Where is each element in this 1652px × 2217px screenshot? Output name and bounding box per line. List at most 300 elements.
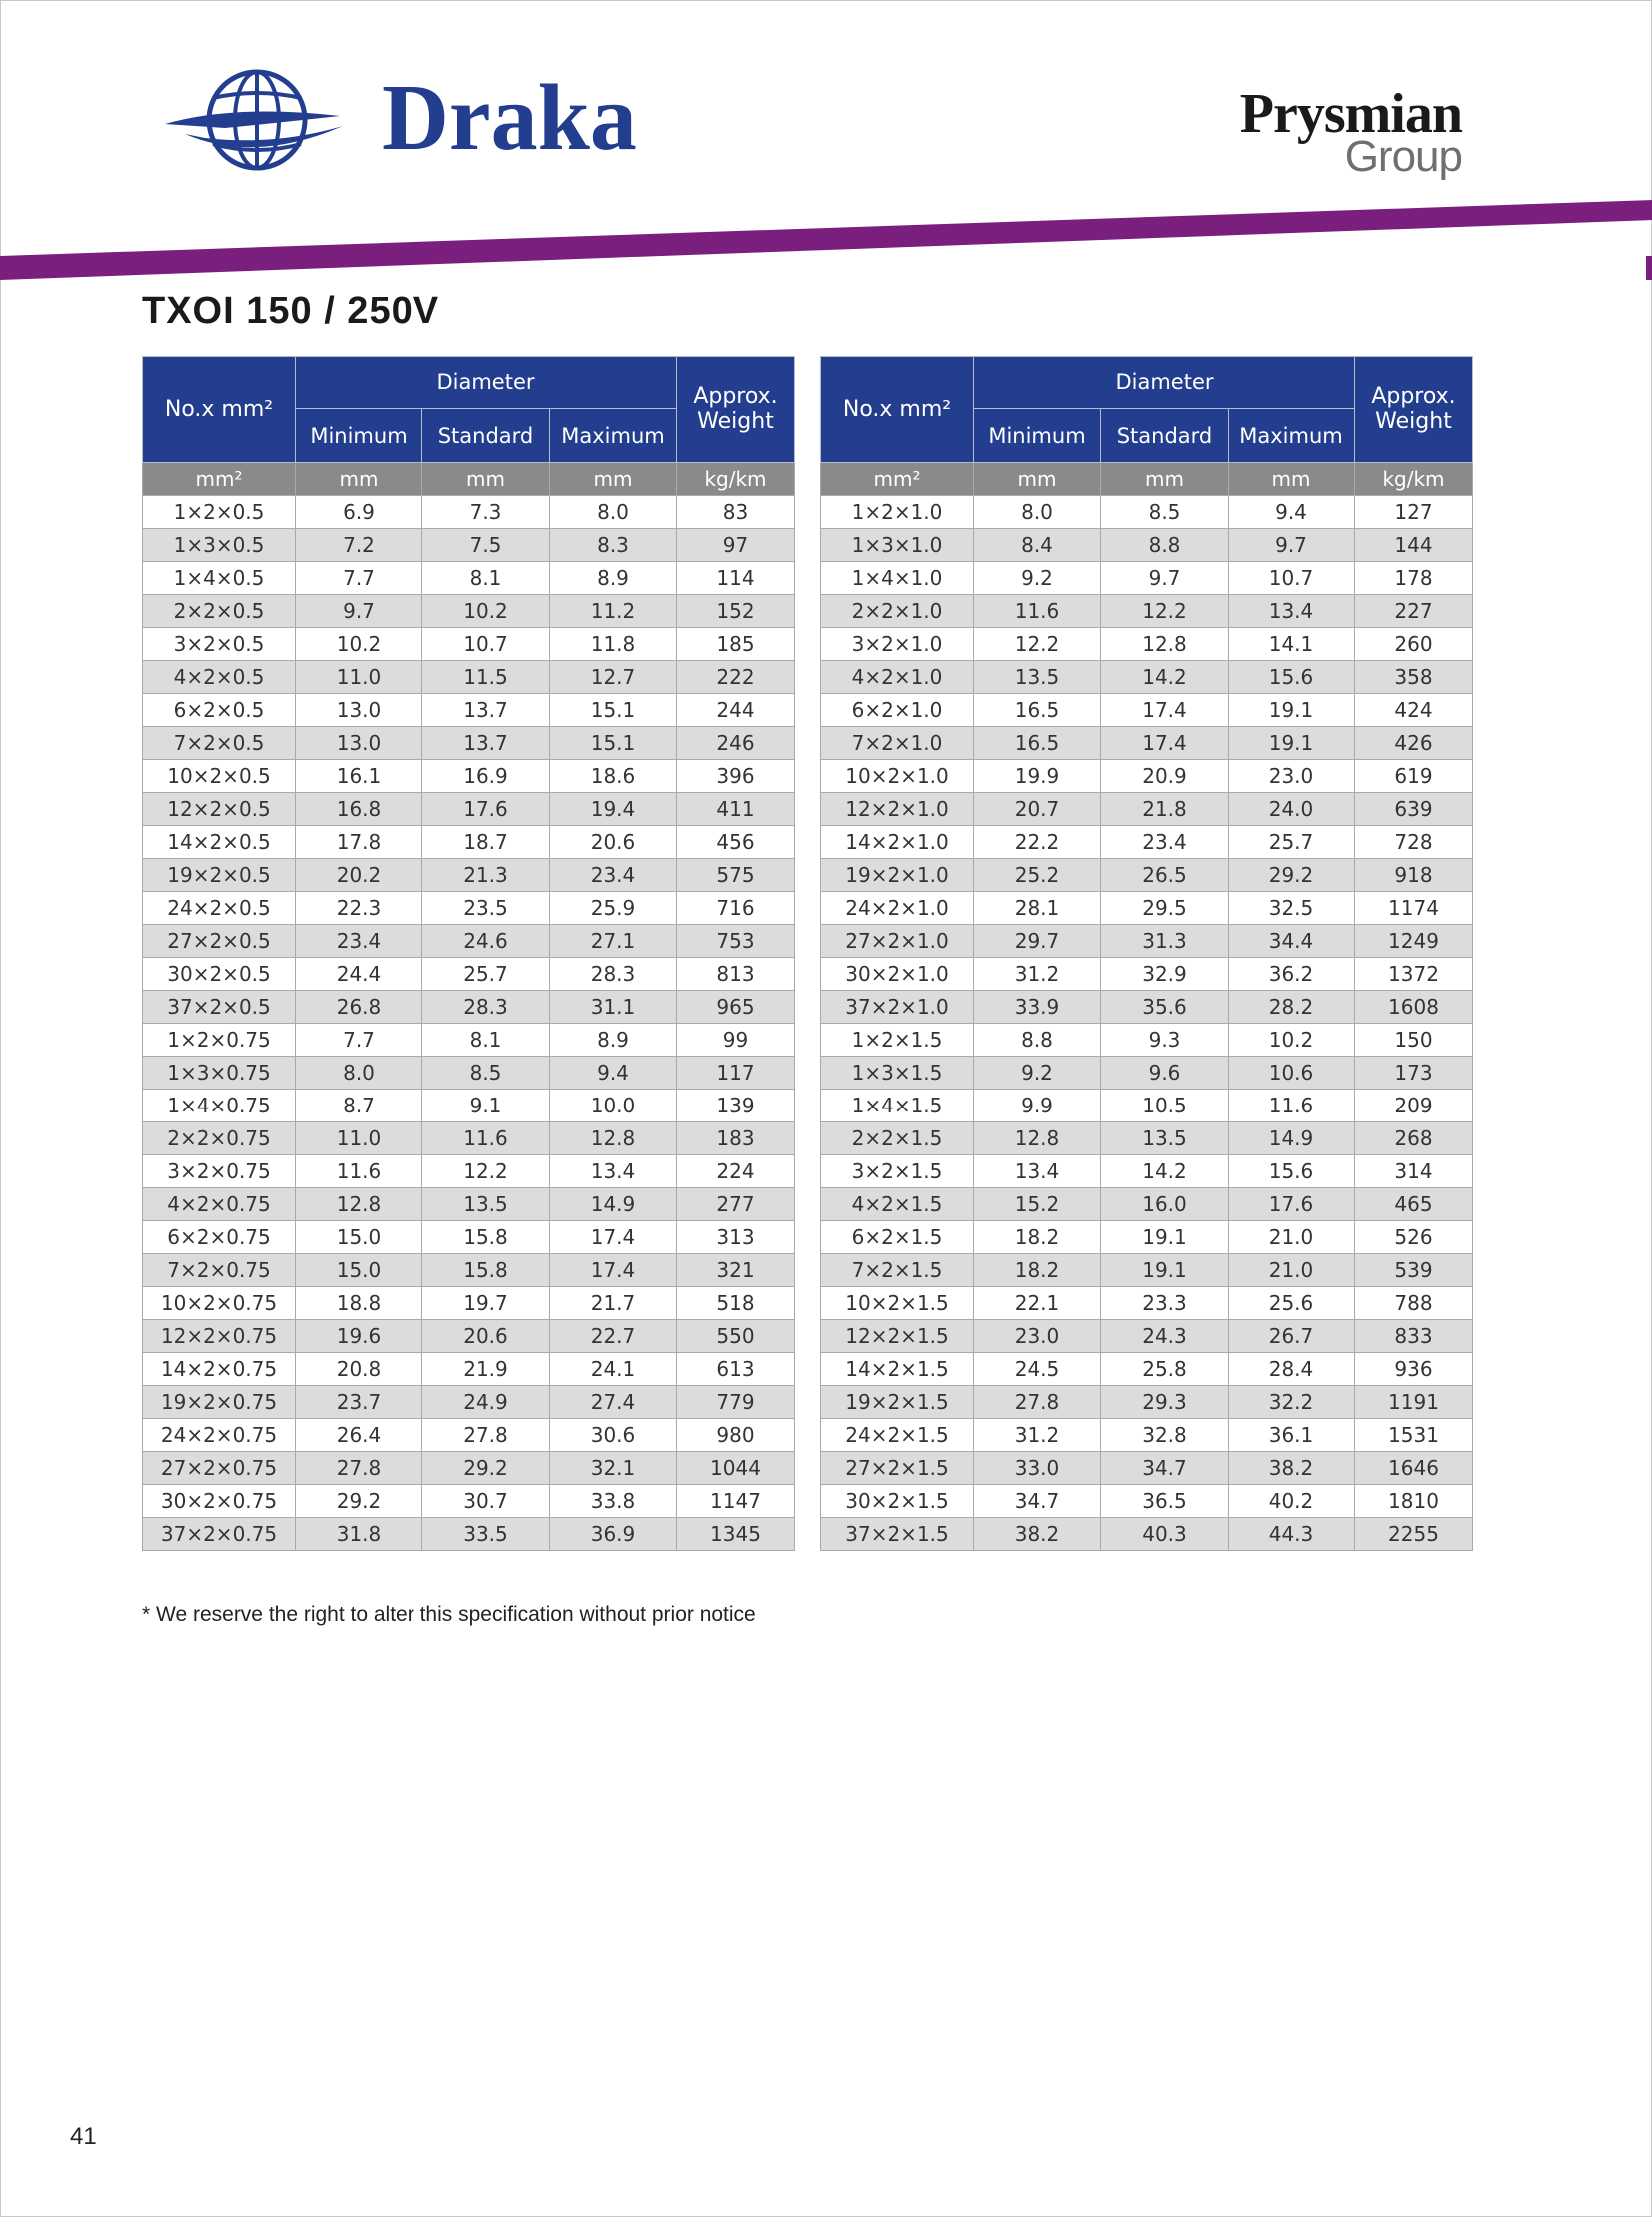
table-cell: 23.7 bbox=[296, 1386, 422, 1419]
table-row bbox=[143, 859, 795, 892]
table-cell: 1×2×1.0 bbox=[821, 496, 974, 529]
table-cell: 550 bbox=[677, 1320, 795, 1353]
table-cell: 10×2×1.0 bbox=[821, 760, 974, 793]
table-row bbox=[143, 1254, 795, 1287]
table-row bbox=[821, 760, 1473, 793]
table-cell: 34.7 bbox=[974, 1485, 1101, 1518]
table-cell: 8.9 bbox=[550, 1024, 677, 1057]
unit-cell: mm bbox=[1229, 463, 1355, 496]
table-cell: 6×2×1.5 bbox=[821, 1221, 974, 1254]
table-row bbox=[821, 1485, 1473, 1518]
table-cell: 15.0 bbox=[296, 1254, 422, 1287]
table-cell: 8.4 bbox=[974, 529, 1101, 562]
header-minimum: Minimum bbox=[974, 409, 1101, 463]
table-cell: 575 bbox=[677, 859, 795, 892]
table-cell: 526 bbox=[1355, 1221, 1473, 1254]
table-cell: 7×2×0.5 bbox=[143, 727, 296, 760]
table-cell: 813 bbox=[677, 958, 795, 991]
table-cell: 23.0 bbox=[1229, 760, 1355, 793]
table-row bbox=[143, 1090, 795, 1122]
table-cell: 8.0 bbox=[296, 1057, 422, 1090]
table-cell: 9.4 bbox=[1229, 496, 1355, 529]
table-cell: 1044 bbox=[677, 1452, 795, 1485]
table-row bbox=[143, 1057, 795, 1090]
table-cell: 31.1 bbox=[550, 991, 677, 1024]
table-cell: 918 bbox=[1355, 859, 1473, 892]
table-cell: 20.7 bbox=[974, 793, 1101, 826]
table-cell: 426 bbox=[1355, 727, 1473, 760]
table-cell: 7×2×1.0 bbox=[821, 727, 974, 760]
table-cell: 244 bbox=[677, 694, 795, 727]
table-cell: 20.9 bbox=[1101, 760, 1229, 793]
table-row bbox=[143, 496, 795, 529]
table-cell: 28.2 bbox=[1229, 991, 1355, 1024]
table-cell: 518 bbox=[677, 1287, 795, 1320]
table-cell: 209 bbox=[1355, 1090, 1473, 1122]
table-row bbox=[821, 595, 1473, 628]
table-cell: 20.6 bbox=[550, 826, 677, 859]
table-cell: 44.3 bbox=[1229, 1518, 1355, 1551]
table-cell: 32.9 bbox=[1101, 958, 1229, 991]
header-standard: Standard bbox=[422, 409, 550, 463]
table-cell: 7.2 bbox=[296, 529, 422, 562]
table-row bbox=[821, 1386, 1473, 1419]
table-cell: 7.7 bbox=[296, 562, 422, 595]
table-cell: 27×2×0.75 bbox=[143, 1452, 296, 1485]
table-cell: 152 bbox=[677, 595, 795, 628]
table-row bbox=[143, 760, 795, 793]
table-cell: 36.5 bbox=[1101, 1485, 1229, 1518]
table-row bbox=[821, 661, 1473, 694]
table-cell: 28.3 bbox=[550, 958, 677, 991]
table-cell: 127 bbox=[1355, 496, 1473, 529]
table-cell: 27.4 bbox=[550, 1386, 677, 1419]
table-cell: 24.6 bbox=[422, 925, 550, 958]
table-cell: 15.6 bbox=[1229, 1155, 1355, 1188]
table-cell: 4×2×0.75 bbox=[143, 1188, 296, 1221]
table-row bbox=[143, 826, 795, 859]
table-cell: 15.8 bbox=[422, 1221, 550, 1254]
table-cell: 16.0 bbox=[1101, 1188, 1229, 1221]
group-logo-text: Group bbox=[1344, 132, 1462, 181]
table-row bbox=[143, 1122, 795, 1155]
unit-cell: kg/km bbox=[1355, 463, 1473, 496]
table-cell: 19.6 bbox=[296, 1320, 422, 1353]
table-cell: 10.2 bbox=[296, 628, 422, 661]
table-cell: 17.4 bbox=[1101, 694, 1229, 727]
table-cell: 36.9 bbox=[550, 1518, 677, 1551]
table-cell: 29.2 bbox=[296, 1485, 422, 1518]
table-cell: 30×2×0.75 bbox=[143, 1485, 296, 1518]
table-cell: 27.8 bbox=[296, 1452, 422, 1485]
table-cell: 456 bbox=[677, 826, 795, 859]
table-cell: 14×2×1.0 bbox=[821, 826, 974, 859]
table-cell: 8.1 bbox=[422, 1024, 550, 1057]
header-diameter: Diameter bbox=[974, 357, 1355, 409]
table-row bbox=[143, 991, 795, 1024]
unit-cell: mm bbox=[296, 463, 422, 496]
table-cell: 358 bbox=[1355, 661, 1473, 694]
table-row bbox=[143, 1386, 795, 1419]
table-cell: 23.0 bbox=[974, 1320, 1101, 1353]
table-cell: 24.5 bbox=[974, 1353, 1101, 1386]
table-row bbox=[821, 694, 1473, 727]
table-cell: 29.5 bbox=[1101, 892, 1229, 925]
table-cell: 29.3 bbox=[1101, 1386, 1229, 1419]
table-cell: 9.7 bbox=[1229, 529, 1355, 562]
table-cell: 7.5 bbox=[422, 529, 550, 562]
table-cell: 23.4 bbox=[296, 925, 422, 958]
table-cell: 25.7 bbox=[422, 958, 550, 991]
table-cell: 6.9 bbox=[296, 496, 422, 529]
table-cell: 24.3 bbox=[1101, 1320, 1229, 1353]
header-conductor: No.x mm² bbox=[143, 357, 296, 463]
table-row bbox=[821, 991, 1473, 1024]
table-cell: 25.8 bbox=[1101, 1353, 1229, 1386]
table-cell: 25.6 bbox=[1229, 1287, 1355, 1320]
table-cell: 1608 bbox=[1355, 991, 1473, 1024]
table-cell: 20.2 bbox=[296, 859, 422, 892]
table-cell: 1372 bbox=[1355, 958, 1473, 991]
table-cell: 10×2×0.5 bbox=[143, 760, 296, 793]
table-cell: 11.6 bbox=[1229, 1090, 1355, 1122]
table-cell: 19×2×1.0 bbox=[821, 859, 974, 892]
table-cell: 99 bbox=[677, 1024, 795, 1057]
table-cell: 17.6 bbox=[422, 793, 550, 826]
table-cell: 18.7 bbox=[422, 826, 550, 859]
table-cell: 17.4 bbox=[550, 1221, 677, 1254]
table-cell: 24×2×1.0 bbox=[821, 892, 974, 925]
table-cell: 12×2×1.0 bbox=[821, 793, 974, 826]
table-cell: 9.2 bbox=[974, 562, 1101, 595]
table-cell: 10.0 bbox=[550, 1090, 677, 1122]
unit-cell: mm² bbox=[821, 463, 974, 496]
table-row bbox=[143, 1024, 795, 1057]
table-row bbox=[821, 1287, 1473, 1320]
table-cell: 10.7 bbox=[1229, 562, 1355, 595]
table-row bbox=[143, 1485, 795, 1518]
table-cell: 14×2×1.5 bbox=[821, 1353, 974, 1386]
table-cell: 965 bbox=[677, 991, 795, 1024]
table-cell: 26.7 bbox=[1229, 1320, 1355, 1353]
table-cell: 12.8 bbox=[550, 1122, 677, 1155]
table-cell: 35.6 bbox=[1101, 991, 1229, 1024]
unit-cell: mm bbox=[550, 463, 677, 496]
table-cell: 227 bbox=[1355, 595, 1473, 628]
table-cell: 12×2×0.5 bbox=[143, 793, 296, 826]
table-cell: 18.6 bbox=[550, 760, 677, 793]
table-cell: 19.1 bbox=[1101, 1221, 1229, 1254]
table-cell: 34.4 bbox=[1229, 925, 1355, 958]
table-cell: 14.2 bbox=[1101, 661, 1229, 694]
table-cell: 321 bbox=[677, 1254, 795, 1287]
table-cell: 3×2×1.0 bbox=[821, 628, 974, 661]
table-row bbox=[143, 1287, 795, 1320]
header-standard: Standard bbox=[1101, 409, 1229, 463]
table-row bbox=[143, 694, 795, 727]
table-cell: 18.2 bbox=[974, 1221, 1101, 1254]
table-cell: 1174 bbox=[1355, 892, 1473, 925]
table-cell: 1×4×1.5 bbox=[821, 1090, 974, 1122]
table-cell: 9.4 bbox=[550, 1057, 677, 1090]
table-cell: 17.6 bbox=[1229, 1188, 1355, 1221]
table-cell: 7×2×0.75 bbox=[143, 1254, 296, 1287]
table-cell: 16.5 bbox=[974, 727, 1101, 760]
table-row bbox=[821, 1518, 1473, 1551]
table-cell: 21.9 bbox=[422, 1353, 550, 1386]
table-cell: 1646 bbox=[1355, 1452, 1473, 1485]
table-cell: 17.4 bbox=[550, 1254, 677, 1287]
table-cell: 26.8 bbox=[296, 991, 422, 1024]
table-cell: 27.8 bbox=[974, 1386, 1101, 1419]
table-cell: 277 bbox=[677, 1188, 795, 1221]
table-cell: 16.9 bbox=[422, 760, 550, 793]
table-cell: 1×4×1.0 bbox=[821, 562, 974, 595]
table-row bbox=[821, 793, 1473, 826]
table-cell: 10.2 bbox=[1229, 1024, 1355, 1057]
table-row bbox=[143, 1188, 795, 1221]
table-cell: 21.7 bbox=[550, 1287, 677, 1320]
unit-row bbox=[821, 463, 1473, 496]
table-cell: 23.4 bbox=[550, 859, 677, 892]
table-cell: 36.1 bbox=[1229, 1419, 1355, 1452]
table-row bbox=[143, 925, 795, 958]
table-row bbox=[821, 826, 1473, 859]
table-cell: 619 bbox=[1355, 760, 1473, 793]
table-cell: 268 bbox=[1355, 1122, 1473, 1155]
table-cell: 28.4 bbox=[1229, 1353, 1355, 1386]
table-row bbox=[821, 1452, 1473, 1485]
table-cell: 260 bbox=[1355, 628, 1473, 661]
table-cell: 24×2×1.5 bbox=[821, 1419, 974, 1452]
table-cell: 14.9 bbox=[1229, 1122, 1355, 1155]
table-cell: 613 bbox=[677, 1353, 795, 1386]
table-cell: 936 bbox=[1355, 1353, 1473, 1386]
table-cell: 11.2 bbox=[550, 595, 677, 628]
table-cell: 14.2 bbox=[1101, 1155, 1229, 1188]
table-cell: 1191 bbox=[1355, 1386, 1473, 1419]
table-cell: 144 bbox=[1355, 529, 1473, 562]
table-row bbox=[821, 1155, 1473, 1188]
table-cell: 117 bbox=[677, 1057, 795, 1090]
table-cell: 2255 bbox=[1355, 1518, 1473, 1551]
table-cell: 9.6 bbox=[1101, 1057, 1229, 1090]
table-cell: 9.9 bbox=[974, 1090, 1101, 1122]
table-cell: 7.7 bbox=[296, 1024, 422, 1057]
table-cell: 3×2×0.5 bbox=[143, 628, 296, 661]
table-cell: 6×2×0.75 bbox=[143, 1221, 296, 1254]
table-row bbox=[821, 892, 1473, 925]
table-row bbox=[821, 1024, 1473, 1057]
header-minimum: Minimum bbox=[296, 409, 422, 463]
table-cell: 31.2 bbox=[974, 958, 1101, 991]
table-cell: 10×2×1.5 bbox=[821, 1287, 974, 1320]
table-cell: 539 bbox=[1355, 1254, 1473, 1287]
table-cell: 728 bbox=[1355, 826, 1473, 859]
table-cell: 183 bbox=[677, 1122, 795, 1155]
table-row bbox=[143, 727, 795, 760]
table-cell: 8.8 bbox=[974, 1024, 1101, 1057]
table-cell: 22.2 bbox=[974, 826, 1101, 859]
unit-row bbox=[143, 463, 795, 496]
table-cell: 13.7 bbox=[422, 694, 550, 727]
table-cell: 11.6 bbox=[974, 595, 1101, 628]
table-cell: 24.1 bbox=[550, 1353, 677, 1386]
table-cell: 10.7 bbox=[422, 628, 550, 661]
table-row bbox=[143, 661, 795, 694]
table-cell: 11.6 bbox=[296, 1155, 422, 1188]
table-cell: 13.0 bbox=[296, 727, 422, 760]
table-cell: 3×2×1.5 bbox=[821, 1155, 974, 1188]
table-row bbox=[143, 1221, 795, 1254]
table-cell: 13.4 bbox=[550, 1155, 677, 1188]
table-cell: 31.2 bbox=[974, 1419, 1101, 1452]
table-cell: 1×4×0.75 bbox=[143, 1090, 296, 1122]
table-cell: 10×2×0.75 bbox=[143, 1287, 296, 1320]
table-cell: 8.3 bbox=[550, 529, 677, 562]
table-cell: 30×2×0.5 bbox=[143, 958, 296, 991]
table-cell: 17.4 bbox=[1101, 727, 1229, 760]
table-cell: 36.2 bbox=[1229, 958, 1355, 991]
prysmian-logo bbox=[1203, 83, 1462, 181]
table-cell: 8.5 bbox=[422, 1057, 550, 1090]
table-cell: 26.4 bbox=[296, 1419, 422, 1452]
table-cell: 8.0 bbox=[550, 496, 677, 529]
table-row bbox=[821, 859, 1473, 892]
table-cell: 779 bbox=[677, 1386, 795, 1419]
table-cell: 139 bbox=[677, 1090, 795, 1122]
table-cell: 32.1 bbox=[550, 1452, 677, 1485]
table-cell: 31.8 bbox=[296, 1518, 422, 1551]
spec-table-left bbox=[142, 356, 795, 1551]
header-diameter: Diameter bbox=[296, 357, 677, 409]
table-cell: 313 bbox=[677, 1221, 795, 1254]
table-cell: 980 bbox=[677, 1419, 795, 1452]
table-cell: 23.5 bbox=[422, 892, 550, 925]
table-cell: 15.1 bbox=[550, 694, 677, 727]
table-cell: 15.0 bbox=[296, 1221, 422, 1254]
table-cell: 21.0 bbox=[1229, 1254, 1355, 1287]
table-cell: 465 bbox=[1355, 1188, 1473, 1221]
table-cell: 19.9 bbox=[974, 760, 1101, 793]
table-cell: 20.6 bbox=[422, 1320, 550, 1353]
table-cell: 224 bbox=[677, 1155, 795, 1188]
table-cell: 10.2 bbox=[422, 595, 550, 628]
table-cell: 114 bbox=[677, 562, 795, 595]
table-cell: 12×2×1.5 bbox=[821, 1320, 974, 1353]
table-row bbox=[143, 958, 795, 991]
table-cell: 12.2 bbox=[974, 628, 1101, 661]
table-cell: 21.8 bbox=[1101, 793, 1229, 826]
table-cell: 396 bbox=[677, 760, 795, 793]
table-cell: 1×4×0.5 bbox=[143, 562, 296, 595]
table-cell: 8.8 bbox=[1101, 529, 1229, 562]
unit-cell: mm bbox=[1101, 463, 1229, 496]
table-cell: 16.8 bbox=[296, 793, 422, 826]
table-cell: 37×2×1.0 bbox=[821, 991, 974, 1024]
table-cell: 18.2 bbox=[974, 1254, 1101, 1287]
globe-icon bbox=[165, 64, 350, 174]
table-cell: 33.8 bbox=[550, 1485, 677, 1518]
table-cell: 32.2 bbox=[1229, 1386, 1355, 1419]
table-cell: 10.5 bbox=[1101, 1090, 1229, 1122]
table-cell: 178 bbox=[1355, 562, 1473, 595]
table-cell: 15.2 bbox=[974, 1188, 1101, 1221]
table-cell: 27.8 bbox=[422, 1419, 550, 1452]
table-cell: 21.0 bbox=[1229, 1221, 1355, 1254]
table-cell: 8.1 bbox=[422, 562, 550, 595]
table-cell: 2×2×0.75 bbox=[143, 1122, 296, 1155]
table-cell: 424 bbox=[1355, 694, 1473, 727]
table-cell: 29.2 bbox=[422, 1452, 550, 1485]
table-cell: 173 bbox=[1355, 1057, 1473, 1090]
table-cell: 11.0 bbox=[296, 661, 422, 694]
table-cell: 24.4 bbox=[296, 958, 422, 991]
table-cell: 14.9 bbox=[550, 1188, 677, 1221]
table-row bbox=[143, 892, 795, 925]
product-title: TXOI 150 / 250V bbox=[142, 290, 440, 332]
table-cell: 12.7 bbox=[550, 661, 677, 694]
header-conductor: No.x mm² bbox=[821, 357, 974, 463]
table-cell: 27.1 bbox=[550, 925, 677, 958]
table-cell: 9.7 bbox=[1101, 562, 1229, 595]
table-cell: 8.9 bbox=[550, 562, 677, 595]
table-cell: 11.5 bbox=[422, 661, 550, 694]
table-cell: 6×2×1.0 bbox=[821, 694, 974, 727]
table-cell: 22.7 bbox=[550, 1320, 677, 1353]
table-cell: 34.7 bbox=[1101, 1452, 1229, 1485]
table-row bbox=[143, 595, 795, 628]
table-row bbox=[143, 793, 795, 826]
table-cell: 27×2×1.0 bbox=[821, 925, 974, 958]
table-cell: 24.0 bbox=[1229, 793, 1355, 826]
table-row bbox=[821, 1057, 1473, 1090]
unit-cell: mm bbox=[422, 463, 550, 496]
table-cell: 13.4 bbox=[974, 1155, 1101, 1188]
table-cell: 30×2×1.0 bbox=[821, 958, 974, 991]
table-cell: 25.2 bbox=[974, 859, 1101, 892]
table-cell: 4×2×0.5 bbox=[143, 661, 296, 694]
table-cell: 21.3 bbox=[422, 859, 550, 892]
table-row bbox=[821, 496, 1473, 529]
table-cell: 33.9 bbox=[974, 991, 1101, 1024]
table-cell: 14×2×0.75 bbox=[143, 1353, 296, 1386]
table-cell: 40.3 bbox=[1101, 1518, 1229, 1551]
table-cell: 32.5 bbox=[1229, 892, 1355, 925]
table-cell: 12.8 bbox=[1101, 628, 1229, 661]
table-cell: 25.9 bbox=[550, 892, 677, 925]
table-cell: 8.7 bbox=[296, 1090, 422, 1122]
table-cell: 1×3×0.5 bbox=[143, 529, 296, 562]
table-cell: 13.4 bbox=[1229, 595, 1355, 628]
table-cell: 222 bbox=[677, 661, 795, 694]
table-cell: 18.8 bbox=[296, 1287, 422, 1320]
table-cell: 3×2×0.75 bbox=[143, 1155, 296, 1188]
table-cell: 4×2×1.0 bbox=[821, 661, 974, 694]
table-cell: 33.5 bbox=[422, 1518, 550, 1551]
table-cell: 7.3 bbox=[422, 496, 550, 529]
table-cell: 12.8 bbox=[974, 1122, 1101, 1155]
table-row bbox=[143, 1155, 795, 1188]
table-cell: 1531 bbox=[1355, 1419, 1473, 1452]
table-cell: 19.1 bbox=[1229, 694, 1355, 727]
page-number: 41 bbox=[70, 2123, 97, 2150]
table-row bbox=[821, 1090, 1473, 1122]
table-cell: 1×2×0.75 bbox=[143, 1024, 296, 1057]
table-cell: 11.0 bbox=[296, 1122, 422, 1155]
table-cell: 23.4 bbox=[1101, 826, 1229, 859]
table-cell: 23.3 bbox=[1101, 1287, 1229, 1320]
